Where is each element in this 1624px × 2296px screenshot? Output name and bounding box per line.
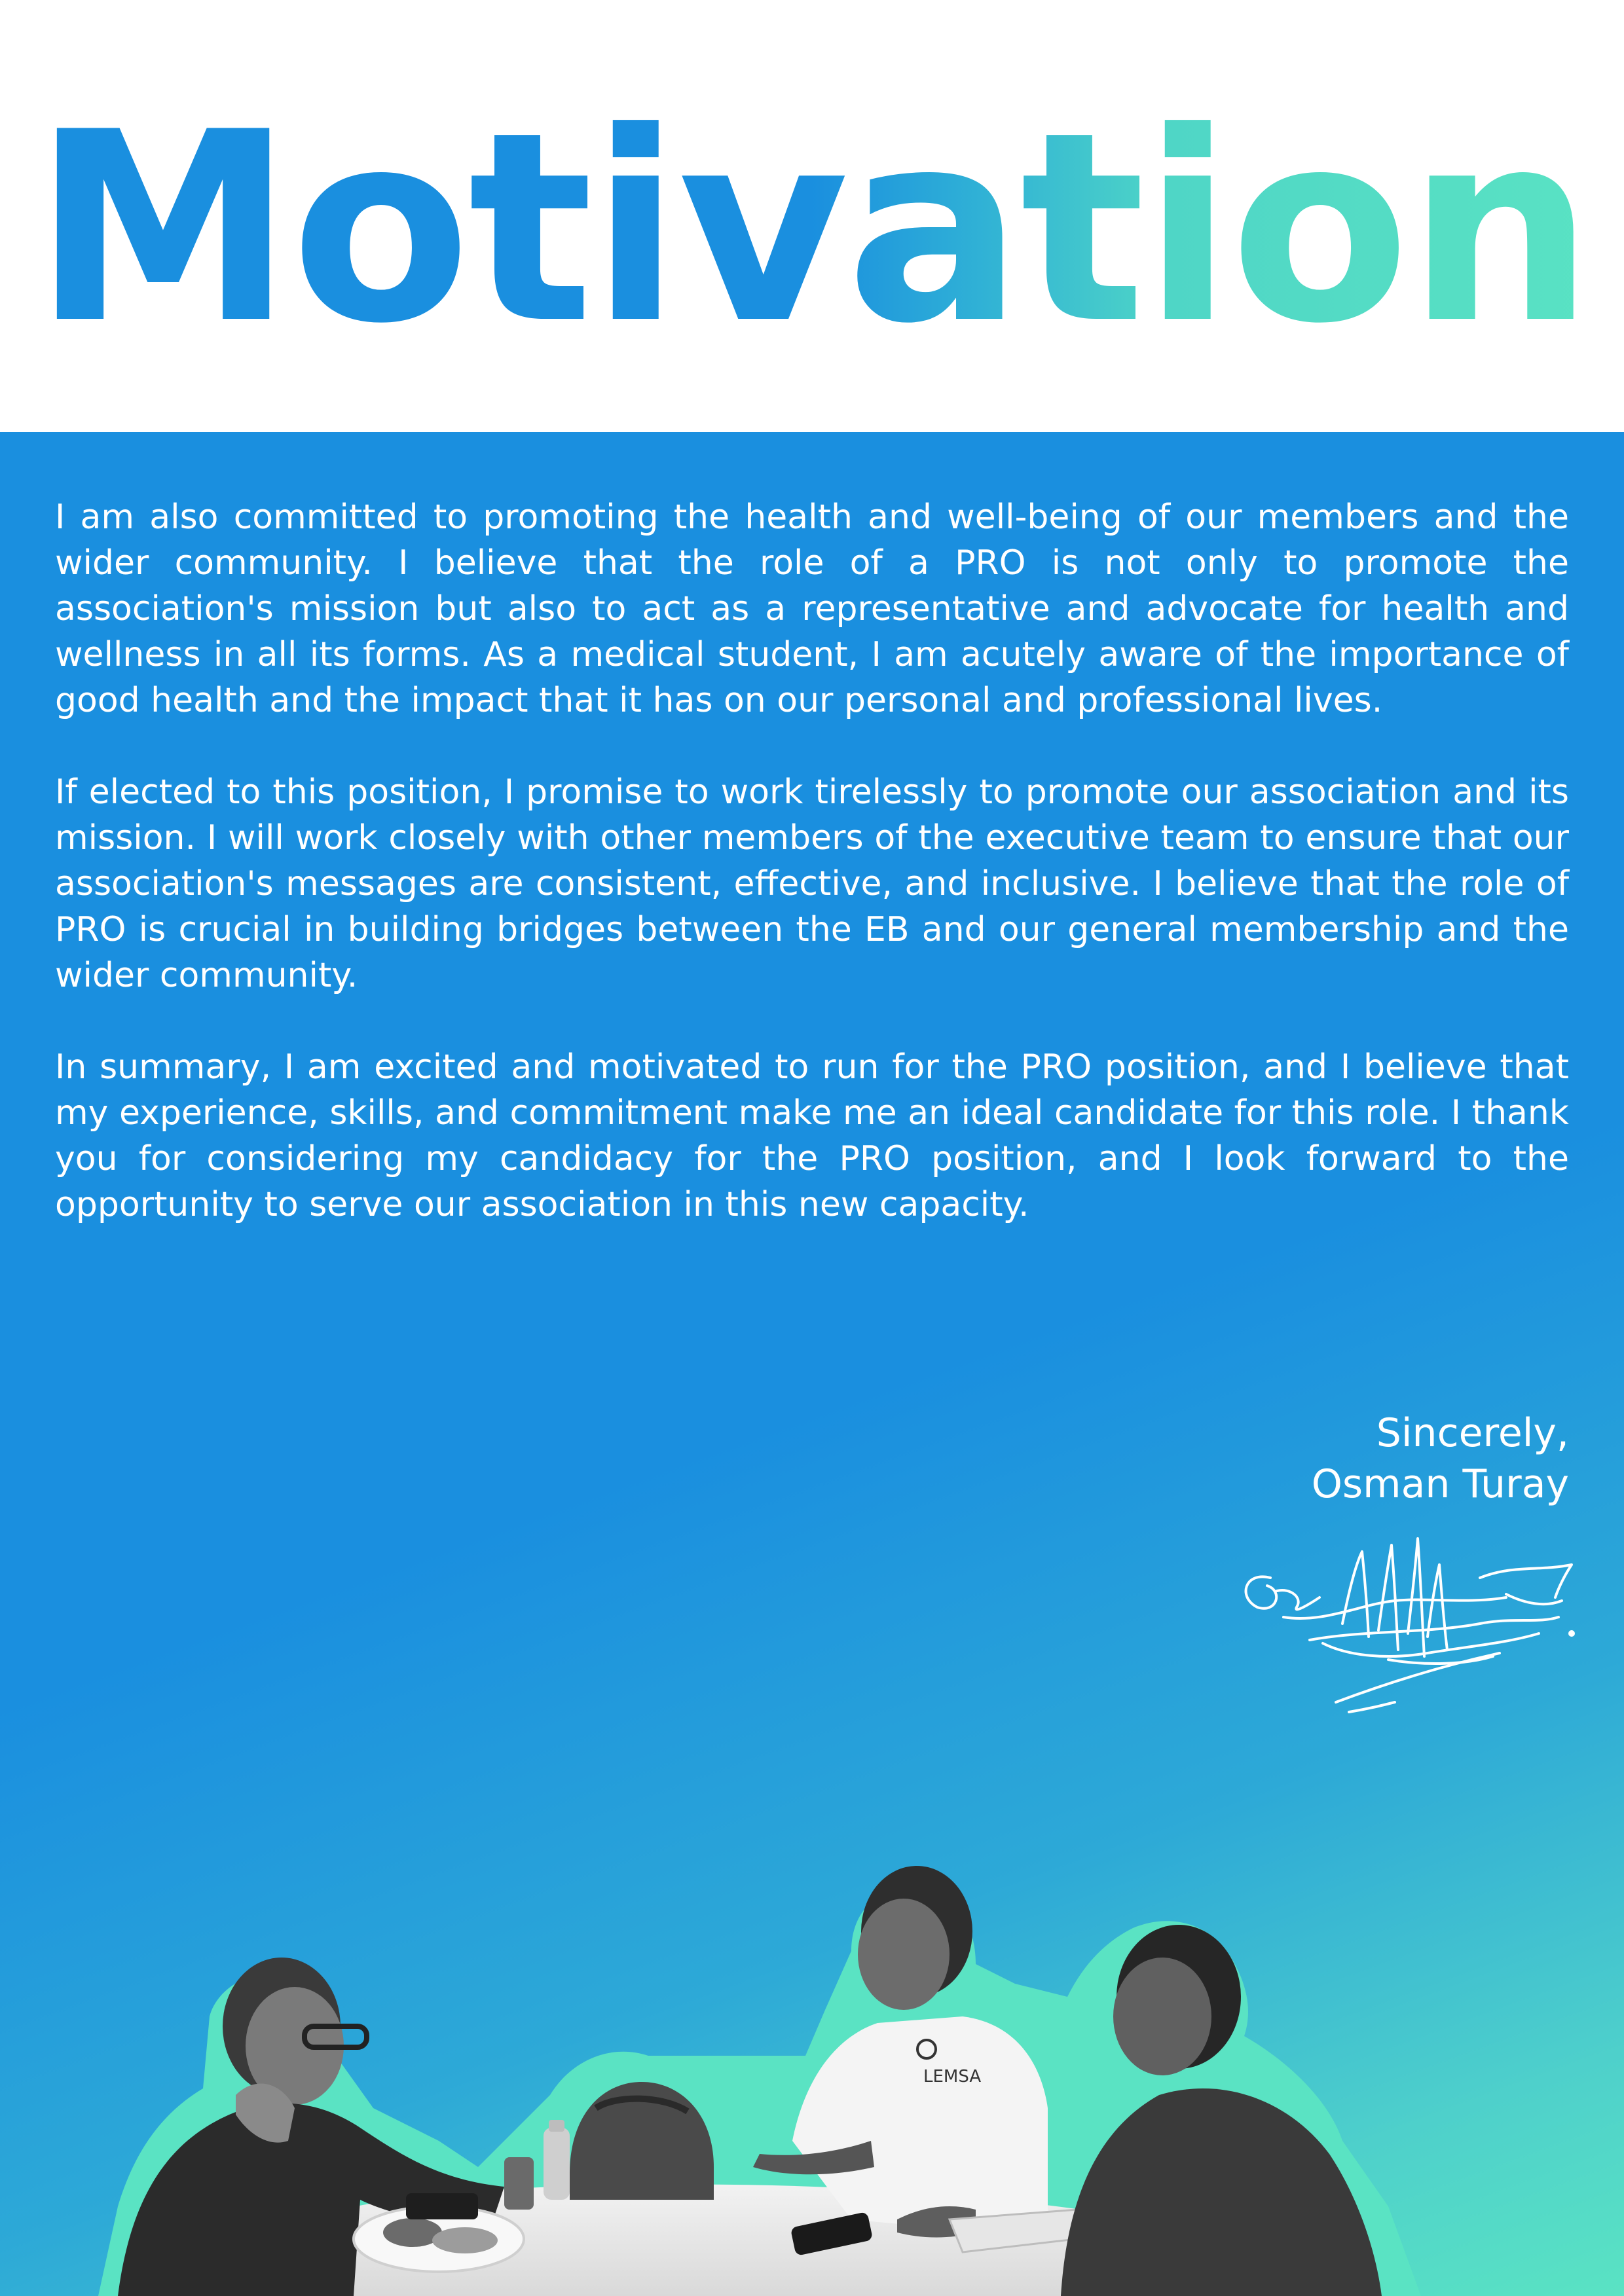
team-photo <box>98 1800 1539 2296</box>
page-title: Motivation <box>0 98 1624 360</box>
letter-closing <box>1061 1408 1569 1510</box>
closing-salutation: Sincerely, <box>1376 1410 1569 1456</box>
bottle <box>544 2120 570 2200</box>
title-header <box>0 0 1624 432</box>
letter-body <box>55 494 1569 1273</box>
shirt-logo-text: LEMSA <box>923 2067 982 2086</box>
phone-left <box>406 2193 478 2219</box>
signer-name: Osman Turay <box>1311 1461 1569 1507</box>
letter-panel <box>0 432 1624 2296</box>
handwritten-signature <box>1231 1525 1598 1741</box>
paragraph-commitment: I am also committed to promoting the health and well-being of our members and the wider community. I believe that the role of a PRO is not only to promote the association's mission but also to act as a representative and advocate for health and wellness in all its forms. As a medical student, I am acutely aware of the importance of good health and the impact that it has on our personal and professional lives. <box>55 498 1569 720</box>
can <box>504 2157 534 2210</box>
paragraph-promise: If elected to this position, I promise to work tirelessly to promote our association and its mission. I will work closely with other members of the executive team to ensure that our association's messages are consistent, effective, and inclusive. I believe that the role of PRO is crucial in building bridges between the EB and our general membership and the wider community. <box>55 773 1569 995</box>
paragraph-summary: In summary, I am excited and motivated to run for the PRO position, and I believe that my experience, skills, and commitment make me an ideal candidate for this role. I thank you for considering my candidacy for the PRO position, and I look forward to the opportunity to serve our association in this new capacity. <box>55 1048 1569 1224</box>
